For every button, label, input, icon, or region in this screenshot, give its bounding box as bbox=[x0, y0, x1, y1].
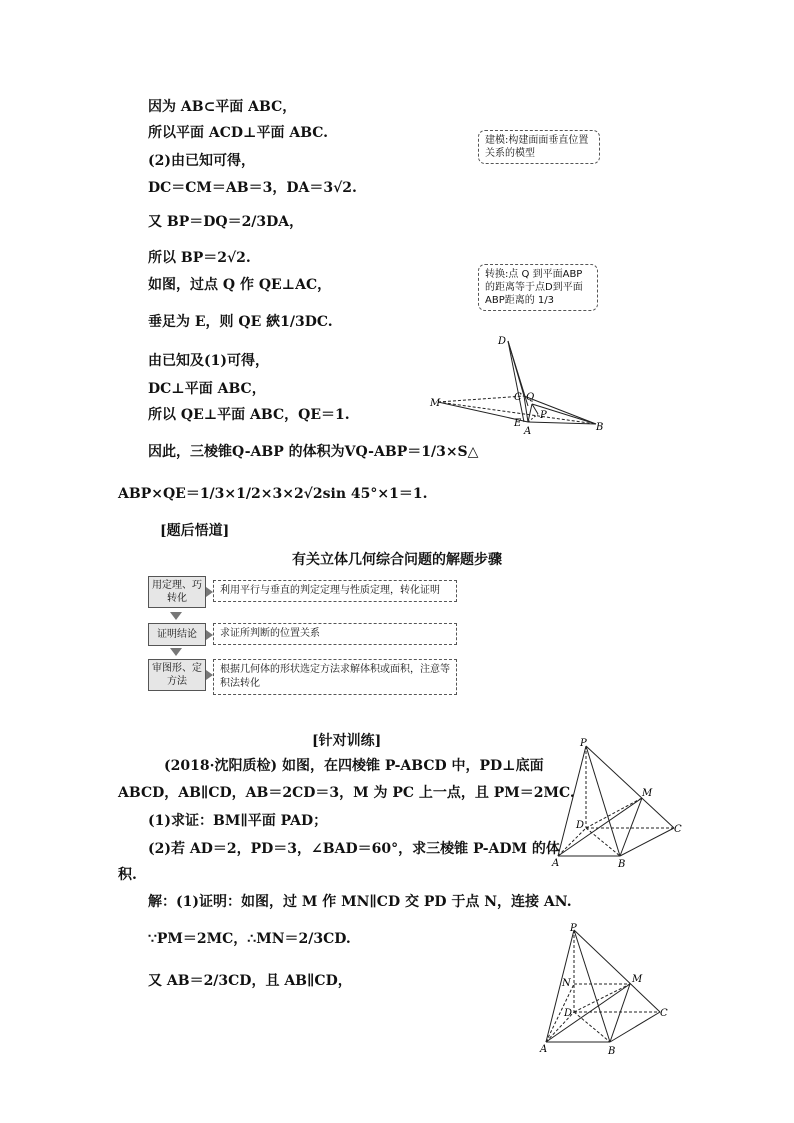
solution-line-4: DC＝CM＝AB＝3，DA＝3√2. bbox=[148, 180, 357, 196]
edge-BC bbox=[610, 1012, 660, 1042]
solution-line-13: ABP×QE＝1/3×1/2×3×2√2sin 45°×1＝1. bbox=[118, 486, 428, 502]
label-P: P bbox=[570, 923, 577, 934]
solution-line-7: 如图，过点 Q 作 QE⊥AC， bbox=[148, 277, 332, 293]
solution-line-9: 由已知及(1)可得， bbox=[148, 353, 269, 369]
label-M: M bbox=[632, 974, 643, 985]
problem-q2-cont: 积. bbox=[118, 867, 137, 883]
step-3-left: 审图形、定方法 bbox=[148, 659, 206, 691]
edge-DB bbox=[574, 1012, 610, 1042]
solution-line-6: 所以 BP＝2√2. bbox=[148, 250, 251, 266]
solution-line-10: DC⊥平面 ABC， bbox=[148, 381, 266, 397]
edge-PC bbox=[586, 746, 674, 828]
solution-line-5: 又 BP＝DQ＝2/3DA， bbox=[148, 214, 304, 230]
step-1-left: 用定理、巧转化 bbox=[148, 576, 206, 608]
label-A: A bbox=[524, 426, 532, 434]
label-B: B bbox=[618, 859, 626, 870]
problem-q2: (2)若 AD＝2，PD＝3，∠BAD＝60°，求三棱锥 P-ADM 的体 bbox=[148, 841, 560, 857]
problem-line-2: ABCD，AB∥CD，AB＝2CD＝3，M 为 PC 上一点，且 PM＝2MC. bbox=[118, 785, 575, 801]
arrow-right-icon bbox=[206, 670, 213, 680]
step-2-left: 证明结论 bbox=[148, 623, 206, 646]
step-3-right: 根据几何体的形状选定方法求解体积或面积，注意等积法转化 bbox=[213, 659, 457, 695]
label-A: A bbox=[540, 1044, 548, 1055]
figure-tetrahedron bbox=[428, 334, 608, 434]
edge-BM bbox=[610, 984, 630, 1042]
edge-DA bbox=[508, 341, 524, 422]
label-C: C bbox=[514, 392, 522, 403]
label-D: D bbox=[564, 1008, 573, 1019]
arrow-down-icon bbox=[170, 648, 182, 656]
solution-line-8: 垂足为 E，则 QE 綊1/3DC. bbox=[148, 314, 333, 330]
solution-sol-3: 又 AB＝2/3CD，且 AB∥CD， bbox=[148, 973, 352, 989]
label-E: E bbox=[514, 418, 522, 429]
figure-pyramid-construction bbox=[538, 922, 678, 1062]
label-P: P bbox=[540, 410, 547, 421]
step-2-right: 求证所判断的位置关系 bbox=[213, 623, 457, 645]
note-transform: 转换:点 Q 到平面ABP的距离等于点D到平面ABP距离的 1/3 bbox=[478, 264, 598, 311]
label-C: C bbox=[674, 824, 682, 835]
edge-MC bbox=[438, 396, 524, 402]
solution-line-3: (2)由已知可得， bbox=[148, 153, 255, 169]
step-1-right: 利用平行与垂直的判定定理与性质定理，转化证明 bbox=[213, 580, 457, 602]
label-B: B bbox=[608, 1046, 616, 1057]
edge-AB bbox=[528, 422, 596, 424]
arrow-down-icon bbox=[170, 612, 182, 620]
solution-line-11: 所以 QE⊥平面 ABC，QE＝1. bbox=[148, 407, 350, 423]
arrow-right-icon bbox=[206, 587, 213, 597]
edge-CB bbox=[524, 396, 596, 424]
edge-BC bbox=[620, 828, 674, 856]
summary-title: 有关立体几何综合问题的解题步骤 bbox=[292, 552, 502, 568]
label-D: D bbox=[498, 336, 507, 347]
label-C: C bbox=[660, 1008, 668, 1019]
label-B: B bbox=[596, 422, 604, 433]
label-A: A bbox=[552, 858, 560, 869]
edge-AD bbox=[558, 828, 586, 856]
label-Q: Q bbox=[526, 392, 535, 403]
summary-label: [题后悟道] bbox=[160, 523, 230, 539]
problem-line-1: (2018·沈阳质检) 如图，在四棱锥 P-ABCD 中，PD⊥底面 bbox=[164, 758, 544, 774]
solution-line-12: 因此，三棱锥Q-ABP 的体积为VQ-ABP＝1/3×S△ bbox=[148, 444, 479, 460]
label-M: M bbox=[430, 398, 441, 409]
label-N: N bbox=[562, 978, 571, 989]
edge-DB bbox=[586, 828, 620, 856]
practice-label: [针对训练] bbox=[312, 733, 382, 749]
label-D: D bbox=[576, 820, 585, 831]
solution-line-1: 因为 AB⊂平面 ABC， bbox=[148, 99, 297, 115]
solution-sol-2: ∵PM＝2MC，∴MN＝2/3CD. bbox=[148, 931, 351, 947]
edge-BM bbox=[620, 798, 642, 856]
figure-pyramid bbox=[550, 736, 690, 872]
arrow-right-icon bbox=[206, 630, 213, 640]
note-modeling: 建模:构建面面垂直位置关系的模型 bbox=[478, 130, 600, 164]
solution-sol-1: 解：(1)证明：如图，过 M 作 MN∥CD 交 PD 于点 N，连接 AN. bbox=[148, 894, 572, 910]
solution-line-2: 所以平面 ACD⊥平面 ABC. bbox=[148, 125, 329, 141]
edge-DM bbox=[586, 798, 642, 828]
label-M: M bbox=[642, 788, 653, 799]
problem-q1: (1)求证：BM∥平面 PAD； bbox=[148, 813, 328, 829]
label-P: P bbox=[580, 738, 587, 749]
